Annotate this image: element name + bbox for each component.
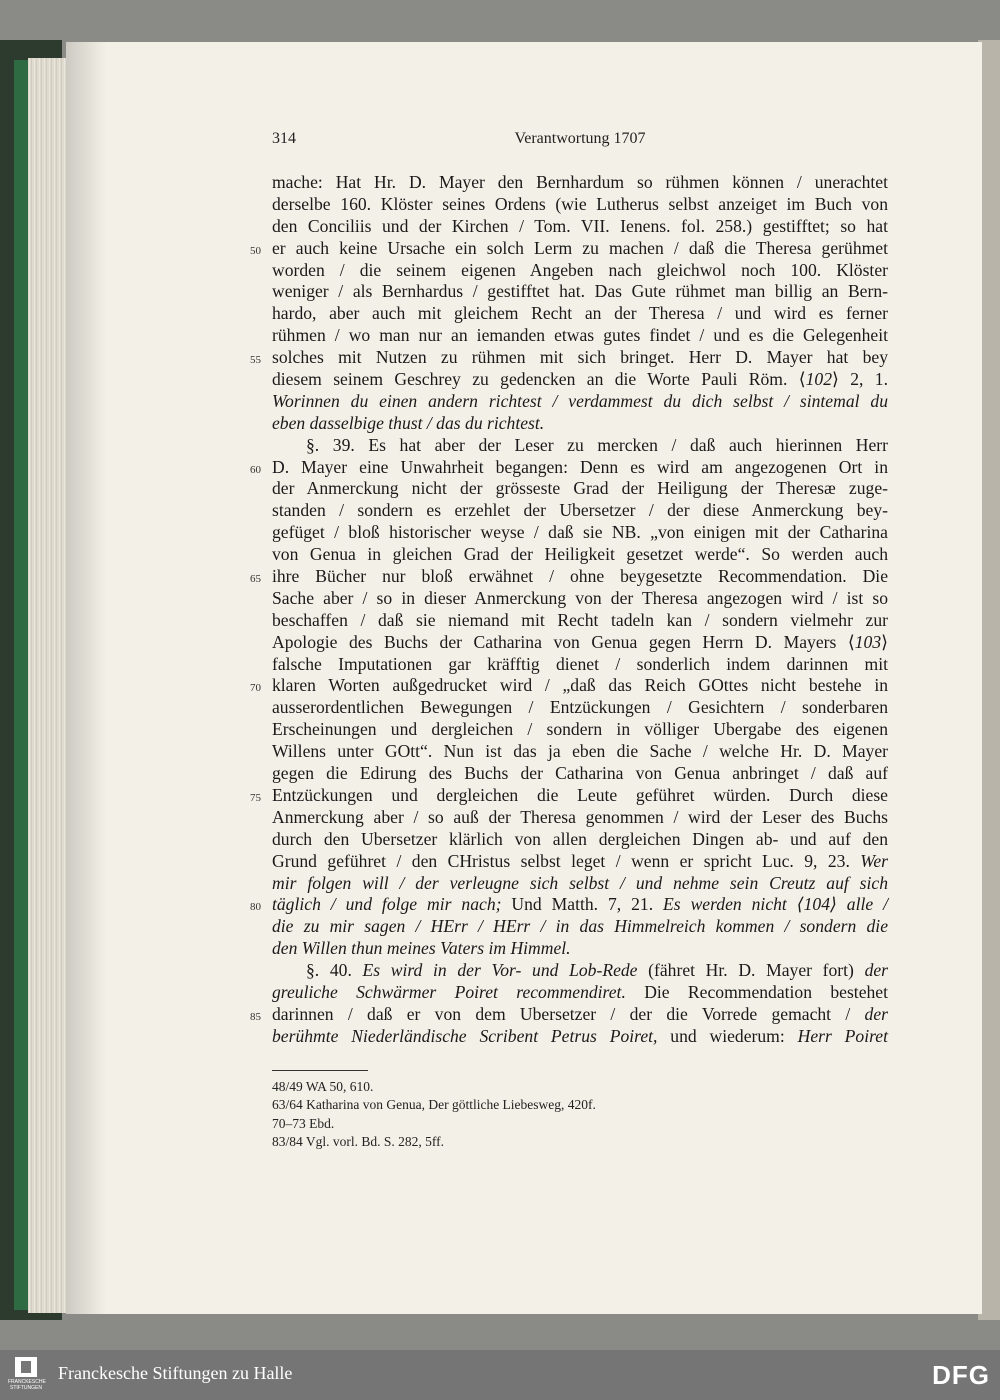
text-line: Erscheinungen und dergleichen / sondern in völliger Ubergabe des eigenen xyxy=(272,719,888,740)
text-line: hardo, aber auch mit gleichem Recht an der Theresa / und wird es ferner xyxy=(272,303,888,324)
text-line: der Anmerckung nicht der grösseste Grad der Heiligung der Theresæ zuge- xyxy=(272,478,888,499)
line-number: 60 xyxy=(250,463,261,476)
building-icon xyxy=(15,1357,37,1377)
text-line: §. 40. Es wird in der Vor- und Lob-Rede (fähret Hr. D. Mayer fort) der xyxy=(306,960,889,981)
text-line: von Genua in gleichen Grad der Heiligkeit gesetzet werde“. So werden auch xyxy=(272,544,888,565)
text-line: diesem seinem Geschrey zu gedencken an die Worte Pauli Röm. ⟨102⟩ 2, 1. xyxy=(272,369,888,390)
text-line: die zu mir sagen / HErr / HErr / in das Himmelreich kommen / sondern die xyxy=(272,916,888,937)
viewer-footer xyxy=(0,1350,1000,1400)
footnote-rule xyxy=(272,1070,368,1071)
text-line: greuliche Schwärmer Poiret recommendiret. Die Recommendation bestehet xyxy=(272,981,888,1002)
text-line: beschaffen / daß sie niemand mit Recht tadeln kan / sondern vielmehr zur xyxy=(272,609,888,630)
line-number: 55 xyxy=(250,354,261,367)
text-line: eben dasselbige thust / das du richtest. xyxy=(272,412,545,433)
body-text xyxy=(250,172,889,1048)
text-line: 55 solches mit Nutzen zu rühmen mit sich bringet. Herr D. Mayer hat bey xyxy=(272,347,888,369)
text-line: berühmte Niederländische Scribent Petrus Poiret, und wiederum: Herr Poiret xyxy=(272,1025,888,1046)
text-line: 85 darinnen / daß er von dem Ubersetzer / der die Vorrede gemacht / der xyxy=(272,1004,888,1026)
institution-name[interactable]: Franckesche Stiftungen zu Halle xyxy=(58,1363,293,1383)
text-line: 60 D. Mayer eine Unwahrheit begangen: Denn es wird am angezogenen Ort in xyxy=(272,457,888,479)
page-number: 314 xyxy=(272,130,296,147)
text-line: 70 klaren Worten außgedrucket wird / „daß das Reich GOttes nicht bestehe in xyxy=(272,675,888,697)
text-line: Grund geführet / den CHristus selbst leget / wenn er spricht Luc. 9, 23. Wer xyxy=(272,850,888,871)
line-number: 70 xyxy=(250,682,261,695)
footnote: 48/49 WA 50, 610. xyxy=(272,1079,374,1094)
line-number: 80 xyxy=(250,901,261,914)
footnote: 63/64 Katharina von Genua, Der göttliche Liebesweg, 420f. xyxy=(272,1097,596,1113)
text-line: worden / die seinem eigenen Angeben nach gleichwol noch 100. Klöster xyxy=(272,259,888,280)
text-line: weniger / als Bernhardus / gestifftet hat. Das Gute rühmet man billig an Bern- xyxy=(272,281,888,302)
logo-caption: FRANCKESCHE STIFTUNGEN xyxy=(8,1379,46,1391)
institution-logo[interactable] xyxy=(8,1357,44,1395)
footnotes xyxy=(272,1078,888,1152)
text-line: den Willen thun meines Vaters im Himmel. xyxy=(272,938,571,959)
running-title: Verantwortung 1707 xyxy=(514,130,646,147)
text-line: rühmen / wo man nur an iemanden etwas gutes findet / und es die Gelegenheit xyxy=(272,325,888,346)
text-line: gefüget / bloß historischer weyse / daß sie NB. „von einigen mit der Catharina xyxy=(272,522,888,543)
text-line: 50 er auch keine Ursache ein solch Lerm zu machen / daß die Theresa gerühmet xyxy=(272,238,888,260)
text-line: §. 39. Es hat aber der Leser zu mercken / daß auch hierinnen Herr xyxy=(306,434,888,455)
dfg-logo[interactable]: DFG xyxy=(932,1360,990,1390)
text-line: 80 täglich / und folge mir nach; Und Matth. 7, 21. Es werden nicht ⟨104⟩ alle / xyxy=(272,894,888,916)
text-line: Apologie des Buchs der Catharina von Genua gegen Herrn D. Mayers ⟨103⟩ xyxy=(272,631,888,652)
text-line: den Conciliis und der Kirchen / Tom. VII. Ienens. fol. 258.) gestifftet; so hat xyxy=(272,215,888,236)
text-line: 75 Entzückungen und dergleichen die Leute geführet würden. Durch diese xyxy=(272,785,888,807)
text-line: 65 ihre Bücher nur bloß erwähnet / ohne beygesetzte Recommendation. Die xyxy=(272,566,888,588)
text-line: Willens unter GOtt“. Nun ist das ja eben die Sache / welche Hr. D. Mayer xyxy=(272,741,888,762)
text-line: mache: Hat Hr. D. Mayer den Bernhardum so rühmen können / unerachtet xyxy=(272,172,888,192)
line-number: 50 xyxy=(250,244,261,257)
text-line: falsche Imputationen gar kräfftig dienet / sonderlich indem darinnen mit xyxy=(272,653,888,674)
text-line: mir folgen will / der verleugne sich selbst / und nehme sein Creutz auf sich xyxy=(272,872,888,893)
text-line: ausserordentlichen Bewegungen / Entzückungen / Gesichtern / sonderbaren xyxy=(272,697,888,718)
text-line: gegen die Edirung des Buchs der Catharina von Genua anbringet / daß auf xyxy=(272,763,888,784)
text-line: durch den Ubersetzer klärlich von allen dergleichen Dingen ab- und auf den xyxy=(272,828,888,849)
footnote: 83/84 Vgl. vorl. Bd. S. 282, 5ff. xyxy=(272,1134,445,1150)
text-line: Anmerckung aber / so auß der Theresa genommen / wird der Leser des Buchs xyxy=(272,806,888,827)
text-line: Worinnen du einen andern richtest / verdammest du dich selbst / sintemal du xyxy=(272,390,888,411)
line-number: 75 xyxy=(250,791,261,804)
text-line: Sache aber / so in dieser Anmerckung von der Theresa angezogen wird / ist so xyxy=(272,587,888,608)
text-line: standen / sondern es erzehlet der Ubersetzer / der diese Anmerckung bey- xyxy=(272,500,888,521)
text-line: derselbe 160. Klöster seines Ordens (wie Lutherus selbst anzeiget im Buch von xyxy=(272,193,888,214)
line-number: 85 xyxy=(250,1010,261,1023)
footnote: 70–73 Ebd. xyxy=(272,1115,335,1131)
line-number: 65 xyxy=(250,573,261,586)
